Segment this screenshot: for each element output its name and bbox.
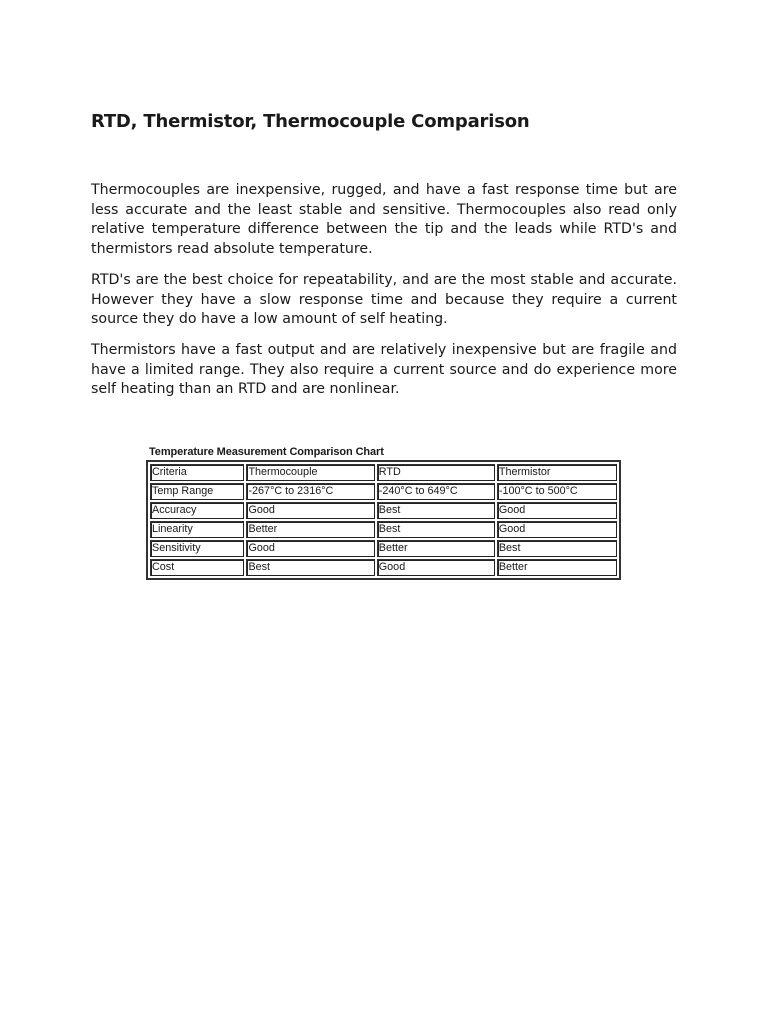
table-cell: Good [246, 540, 374, 557]
table-cell: Better [497, 559, 617, 576]
chart-title: Temperature Measurement Comparison Chart [149, 446, 384, 458]
table-cell: Best [377, 502, 495, 519]
table-cell: -100°C to 500°C [497, 483, 617, 500]
table-row [150, 521, 617, 538]
table-cell: Good [497, 521, 617, 538]
paragraph-thermistors: Thermistors have a fast output and are relatively inexpensive but are fragile and have a limited range. They also require a current source and do experience more self heating than an RTD and are nonlinear. [91, 342, 677, 398]
table-cell: Good [497, 502, 617, 519]
table-cell: Accuracy [150, 502, 244, 519]
table-cell: -240°C to 649°C [377, 483, 495, 500]
table-header-row [150, 464, 617, 481]
table-row [150, 559, 617, 576]
table-cell: Best [497, 540, 617, 557]
paragraph-rtds: RTD's are the best choice for repeatability, and are the most stable and accurate. However they have a slow response time and because they require a current source they do have a low amount of self heating. [91, 272, 677, 328]
table-cell: -267°C to 2316°C [246, 483, 374, 500]
table-cell: Sensitivity [150, 540, 244, 557]
header-cell-thermistor: Thermistor [497, 464, 617, 481]
page-title: RTD, Thermistor, Thermocouple Comparison [91, 111, 530, 132]
paragraph-thermocouples: Thermocouples are inexpensive, rugged, and have a fast response time but are less accurate and the least stable and sensitive. Thermocouples also read only relative temperature difference between the tip and the leads while RTD's and thermistors read absolute temperature. [91, 182, 677, 257]
table-cell: Cost [150, 559, 244, 576]
table-row [150, 540, 617, 557]
table-cell: Best [377, 521, 495, 538]
table-cell: Good [377, 559, 495, 576]
table-cell: Best [246, 559, 374, 576]
table-row [150, 502, 617, 519]
header-cell-rtd: RTD [377, 464, 495, 481]
header-cell-thermocouple: Thermocouple [246, 464, 374, 481]
table-cell: Temp Range [150, 483, 244, 500]
table-cell: Linearity [150, 521, 244, 538]
header-cell-criteria: Criteria [150, 464, 244, 481]
table-cell: Better [246, 521, 374, 538]
table-cell: Better [377, 540, 495, 557]
comparison-table [146, 460, 621, 580]
table-row [150, 483, 617, 500]
table-cell: Good [246, 502, 374, 519]
